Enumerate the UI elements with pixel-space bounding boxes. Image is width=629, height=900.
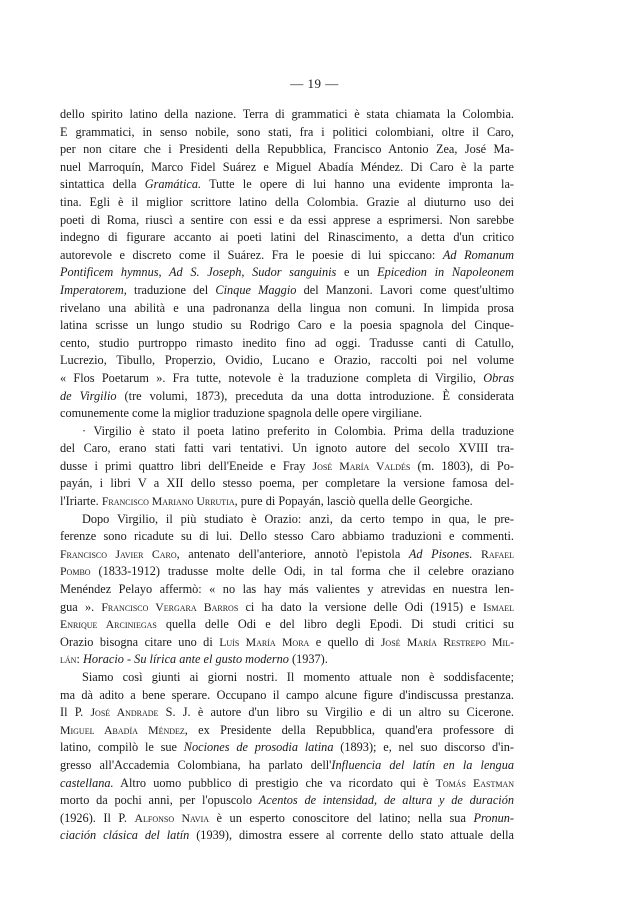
text-line [60,563,514,581]
text-line: Menéndez Pelayo affermò: « no las hay más valientes y atrevidas en nuestra len- [60,582,514,597]
italic-title: Ad Pisones. [408,546,473,561]
italic-title: Obras [483,370,514,385]
text-line: cento, studio purtroppo rimasto inedito fino ad oggi. Tradusse canti di Catullo, [60,335,514,350]
text-span: autorevole e discreto come il Suárez. Fra le poesie di lui spiccano: [60,247,443,262]
italic-title: Pontificem hymnus, Ad S. Joseph, Sudor sanguinis [60,265,337,280]
text-line: tina. Egli è il miglior scrittore latino della Colombia. Grazie al diuturno uso dei [60,194,514,209]
text-span: Orazio bisogna citare uno di [60,634,220,649]
text-line: indegno di figurare accanto ai poeti latini del Rinascimento, a detta d'un critico [60,230,514,245]
text-line: per non citare che i Presidenti della Repubblica, Francisco Antonio Zea, José Ma- [60,142,514,157]
text-span: : [76,652,83,667]
text-line [60,827,514,845]
italic-title: Epicedion in Napoleonem [377,265,514,280]
text-span: Il P. [60,705,91,720]
text-line [60,546,514,564]
text-line [60,634,514,652]
italic-title: Cinque Maggio [215,282,297,297]
person-name: Luís María Mora [219,634,310,649]
text-line: Siamo così giunti ai giorni nostri. Il momento attuale non è soddisfacente; [82,670,514,684]
text-span: , antenato dell'anteriore, annotò l'epistola [176,546,409,561]
person-name: Francisco Javier Caro [60,546,177,561]
italic-title: Nociones de prosodia latina [183,740,334,755]
text-span: (m. 1803), di Po- [410,458,514,473]
person-name: Ismael [482,599,514,614]
italic-title: Horacio - Su lírica ante el gusto moderno [82,652,289,667]
text-span: sintattica della [60,177,145,192]
text-span: « Flos Poetarum ». Fra tutte, notevole è la traduzione completa di Virgilio, [60,370,484,385]
text-span: e un [336,265,378,280]
person-name: lán [60,652,77,667]
text-span: (1893); e, nel suo discorso d'in- [333,740,515,755]
person-name: Tomás Eastman [435,775,514,790]
text-line: Lucrezio, Tibullo, Properzio, Ovidio, Lucano e Orazio, raccolti poi nel volume [60,353,514,368]
text-line: latina scrisse un lungo studio su Rodrigo Caro e la poesia spagnola del Cinque- [60,318,514,333]
text-span: ci ha dato la versione delle Odi (1915) e [238,599,483,614]
text-line [60,282,514,300]
person-name: Miguel Abadía Méndez [60,722,185,737]
text-line: ferenze sono ricadute su di lui. Dello stesso Caro abbiamo traduzioni e commenti. [60,529,514,544]
italic-title: Pronun- [473,810,514,825]
paragraph-3 [60,511,514,669]
italic-title: castellana. [60,775,114,790]
paragraph-1 [60,106,514,423]
page-body [60,106,514,845]
text-span: l'Iriarte. [60,494,102,509]
text-span: S. J. è autore d'un libro su Virgilio e di un altro su Cicerone. [158,705,514,720]
text-span: è un esperto conoscitore del latino; nella sua [209,810,474,825]
text-span: Tutte le opere di lui hanno una evidente impronta la- [201,177,515,192]
text-line [60,775,514,793]
text-line [60,599,514,617]
text-span: (1937). [288,652,328,667]
person-name: José María Valdés [312,458,411,473]
text-span: del Manzoni. Lavori come quest'ultimo [296,282,514,297]
italic-title: Imperatorem, [60,282,127,297]
paragraph-2 [60,423,514,511]
paragraph-4 [60,669,514,845]
text-span: traduzione del [126,282,216,297]
text-span: quella delle Odi e del libro degli Epodi. Di studi critici su [156,617,514,632]
text-line [60,264,514,282]
text-line [60,247,514,265]
text-span: Altro uomo pubblico di prestigio che va ricordato qui è [113,775,436,790]
text-line [60,493,514,511]
text-span: dusse i primi quattro libri dell'Eneide e Fray [60,458,313,473]
text-line: · Virgilio è stato il poeta latino preferito in Colombia. Prima della traduzione [82,423,514,438]
text-line: comunemente come la miglior traduzione spagnola delle opere virgiliane. [60,406,423,421]
text-line [60,810,514,828]
text-line [60,370,514,388]
text-line: nuel Marroquín, Marco Fidel Suárez e Miguel Abadía Méndez. Di Caro è la parte [60,159,514,174]
text-span: (tre volumi, 1873), preceduta da una dotta introduzione. È considerata [116,388,514,403]
text-span: latino, compilò le sue [60,740,184,755]
text-line [60,176,514,194]
italic-title: ciación clásica del latín [60,828,190,843]
text-line: E grammatici, in senso nobile, sono stati, fra i politici colombiani, oltre il Caro, [60,124,514,139]
text-line [60,616,514,634]
text-span: e quello di [309,634,381,649]
text-span: morto da pochi anni, per l'opuscolo [60,793,259,808]
person-name: José María Restrepo Mil- [380,634,515,649]
text-span: (1833-1912) tradusse molte delle Odi, in tal forma che il celebre oraziano [90,564,514,579]
italic-title: Gramática. [144,177,202,192]
page-number: — 19 — [290,76,339,91]
text-line [60,722,514,740]
text-line: Dopo Virgilio, il più studiato è Orazio: anzi, da certo tempo in qua, le pre- [82,511,514,526]
text-line: ma dà adito a bene sperare. Occupano il campo alcune figure d'indiscussa prestanza. [60,687,514,702]
text-span: gua ». [60,599,102,614]
person-name: Pombo [60,564,91,579]
text-line: payán, i libri V a XII dello stesso poema, per completare la versione famosa del- [60,476,514,491]
text-span [472,547,481,561]
italic-title: Ad Romanum [442,247,514,262]
text-span: , pure di Popayán, lasciò quella delle Georgiche. [234,494,473,509]
text-line [60,651,514,669]
person-name: José Andrade [90,705,159,720]
text-line: rivelano una abilità e una padronanza della lingua non comuni. In limpida prosa [60,300,514,315]
italic-title: de Virgilio [60,388,117,403]
text-span: (1939), dimostra essere al corrente dello stato attuale della [189,828,514,843]
text-span: gresso all'Accademia Colombiana, ha parlato dell' [60,757,332,772]
text-line: dello spirito latino della nazione. Terra di grammatici è stata chiamata la Colombia. [60,107,514,121]
text-span: , ex Presidente della Repubblica, quand'era professore di [184,722,514,737]
person-name: Enrique Arciniegas [60,617,157,632]
text-line: poeti di Roma, riuscì a sentire con essi e da essi apprese a esprimersi. Non sarebbe [60,212,514,227]
person-name: Francisco Vergara Barros [101,599,239,614]
person-name: Rafael [480,546,515,561]
text-line [60,792,514,810]
text-line [60,458,514,476]
text-line [60,704,514,722]
text-span: (1926). Il P. [60,810,135,825]
text-line [60,739,514,757]
italic-title: Influencia del latín en la lengua [331,757,514,772]
person-name: Alfonso Navia [134,810,210,825]
text-line [60,388,514,406]
text-line: del Caro, erano stati fatti vari tentativi. Un ignoto autore del secolo XVIII tra- [60,441,514,456]
person-name: Francisco Mariano Urrutia [101,494,235,509]
italic-title: Acentos de intensidad, de altura y de duración [258,793,514,808]
text-line [60,757,514,775]
